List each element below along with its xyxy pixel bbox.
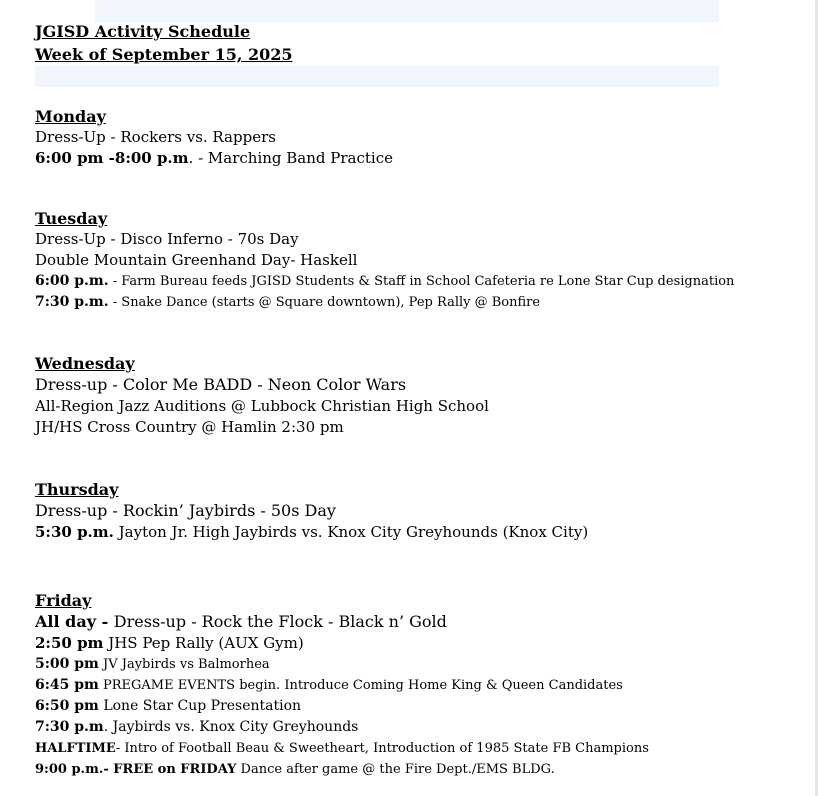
day-friday — [35, 590, 795, 780]
schedule-week: Week of September 15, 2025 — [35, 45, 293, 64]
event-time: 6:50 pm — [35, 698, 99, 714]
monday-event-2 — [35, 148, 795, 169]
friday-event-7 — [35, 738, 795, 759]
event-text: Lone Star Cup Presentation — [98, 698, 302, 714]
friday-event-1 — [35, 611, 795, 633]
day-title-tuesday: Tuesday — [35, 209, 108, 228]
event-text: - Farm Bureau feeds JGISD Students & Staff in School Cafeteria re Lone Star Cup designation — [108, 274, 735, 289]
day-title-friday: Friday — [35, 591, 92, 610]
day-thursday — [35, 479, 795, 543]
event-time: 6:00 p.m. — [35, 273, 109, 289]
event-time: 7:30 p.m — [35, 719, 104, 735]
event-text: Dress-Up - Rockers vs. Rappers — [35, 128, 276, 146]
wednesday-event-3 — [35, 417, 795, 438]
day-wednesday — [35, 353, 795, 438]
wednesday-event-1 — [35, 374, 795, 396]
day-title-monday: Monday — [35, 107, 106, 126]
event-text: - Intro of Football Beau & Sweetheart, Introduction of 1985 State FB Champions — [115, 741, 649, 756]
event-text: PREGAME EVENTS begin. Introduce Coming Home King & Queen Candidates — [98, 678, 623, 693]
event-time: 9:00 p.m.- FREE on FRIDAY — [35, 762, 237, 777]
event-text: . Jaybirds vs. Knox City Greyhounds — [103, 719, 359, 735]
day-title-wednesday: Wednesday — [35, 354, 135, 373]
event-time: All day - — [35, 612, 114, 631]
event-text: . - Marching Band Practice — [188, 149, 393, 167]
friday-event-6 — [35, 717, 795, 738]
document-header — [35, 20, 293, 66]
schedule-title: JGISD Activity Schedule — [35, 22, 251, 41]
day-tuesday — [35, 208, 795, 313]
event-time: 2:50 pm — [35, 634, 104, 652]
event-text: Dress-up - Color Me BADD - Neon Color Wars — [35, 375, 407, 394]
event-time: 6:00 pm -8:00 p.m — [35, 149, 189, 167]
event-text: Dress-up - Rockin’ Jaybirds - 50s Day — [35, 501, 336, 520]
friday-event-2 — [35, 633, 795, 654]
monday-event-1 — [35, 127, 795, 148]
friday-event-8 — [35, 759, 795, 780]
thursday-event-2 — [35, 522, 795, 543]
tuesday-event-2 — [35, 250, 795, 271]
event-time: 5:30 p.m. — [35, 523, 114, 541]
event-time: 5:00 pm — [35, 656, 99, 672]
event-time: 6:45 pm — [35, 677, 99, 693]
wednesday-event-2 — [35, 396, 795, 417]
highlight-band-middle — [35, 66, 719, 87]
friday-event-4 — [35, 675, 795, 696]
day-title-thursday: Thursday — [35, 480, 119, 499]
event-text: Double Mountain Greenhand Day- Haskell — [35, 251, 358, 269]
event-text: Dance after game @ the Fire Dept./EMS BLDG. — [236, 762, 555, 777]
event-text: JHS Pep Rally (AUX Gym) — [103, 634, 304, 652]
event-time: 7:30 p.m. — [35, 294, 109, 310]
friday-event-3 — [35, 654, 795, 675]
event-text: Jayton Jr. High Jaybirds vs. Knox City Greyhounds (Knox City) — [113, 523, 589, 541]
highlight-band-top — [95, 0, 719, 22]
event-text: Dress-up - Rock the Flock - Black n’ Gold — [113, 612, 447, 631]
tuesday-event-4 — [35, 292, 795, 313]
event-text: JH/HS Cross Country @ Hamlin 2:30 pm — [35, 418, 344, 436]
tuesday-event-3 — [35, 271, 795, 292]
tuesday-event-1 — [35, 229, 795, 250]
friday-event-5 — [35, 696, 795, 717]
day-monday — [35, 106, 795, 169]
event-text: All-Region Jazz Auditions @ Lubbock Christian High School — [35, 397, 489, 415]
event-text: Dress-Up - Disco Inferno - 70s Day — [35, 230, 299, 248]
event-text: - Snake Dance (starts @ Square downtown), Pep Rally @ Bonfire — [108, 295, 541, 310]
event-time: HALFTIME — [35, 741, 116, 756]
thursday-event-1 — [35, 500, 795, 522]
event-text: JV Jaybirds vs Balmorhea — [98, 657, 270, 672]
